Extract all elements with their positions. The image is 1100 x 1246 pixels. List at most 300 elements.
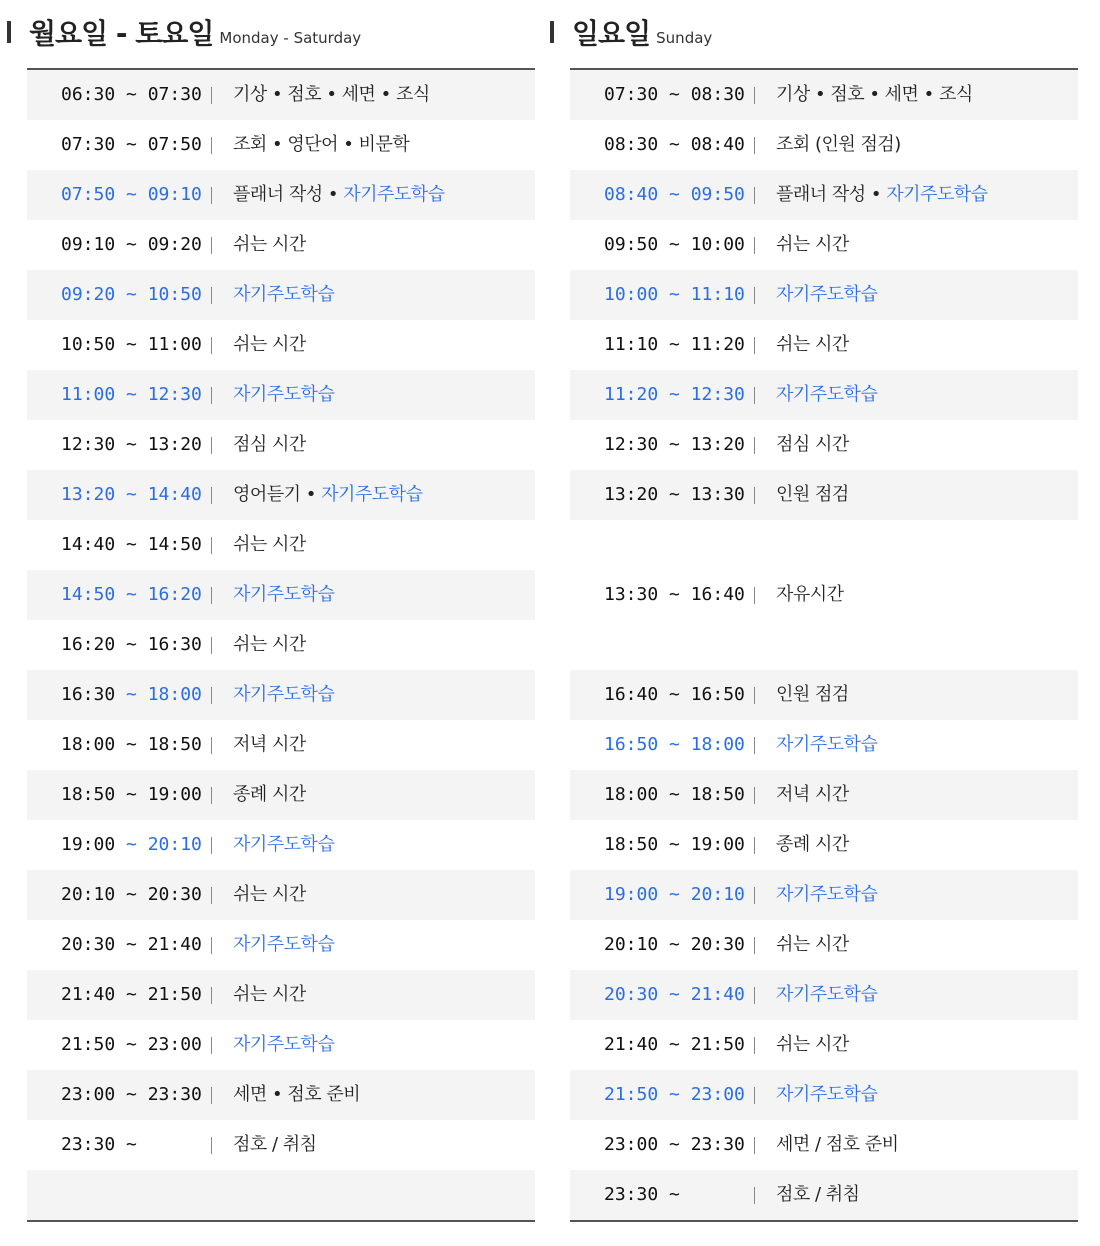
time-dash: ~ (115, 984, 148, 1005)
schedule-row (27, 770, 535, 820)
schedule-row (27, 1170, 535, 1220)
column-divider (211, 687, 212, 704)
time-range (61, 320, 202, 370)
time-range (61, 720, 202, 770)
sunday-title: 일요일 Sunday (572, 17, 713, 50)
schedule-row (27, 220, 535, 270)
time-dash: ~ (115, 434, 148, 455)
column-divider (211, 637, 212, 654)
column-divider (211, 587, 212, 604)
schedule-row (570, 820, 1078, 870)
time-range (61, 1020, 202, 1070)
time-dash: ~ (115, 684, 148, 705)
time-range (61, 1070, 202, 1120)
activity-text: 기상 • 점호 • 세면 • 조식 (776, 84, 973, 105)
time-range (604, 970, 745, 1020)
activity (233, 170, 445, 220)
activity (233, 670, 334, 720)
activity-highlight: 자기주도학습 (233, 1034, 335, 1055)
end-time: 07:30 (147, 84, 202, 105)
end-time: 08:40 (690, 134, 745, 155)
start-time: 12:30 (604, 434, 659, 455)
schedule-row (570, 720, 1078, 770)
weekday-schedule (27, 0, 535, 1222)
start-time: 14:40 (61, 534, 116, 555)
time-dash: ~ (115, 284, 148, 305)
column-divider (211, 537, 212, 554)
time-dash: ~ (658, 684, 691, 705)
column-divider (211, 887, 212, 904)
schedule-row (570, 70, 1078, 120)
end-time: 12:30 (147, 384, 202, 405)
activity (776, 1170, 860, 1220)
column-divider (754, 487, 755, 504)
end-time: 23:30 (690, 1134, 745, 1155)
activity (233, 120, 409, 170)
activity (776, 820, 849, 870)
end-time: 18:50 (690, 784, 745, 805)
time-range (61, 120, 202, 170)
activity-text: 쉬는 시간 (776, 334, 849, 355)
activity-highlight: 자기주도학습 (886, 184, 988, 205)
schedule-row (570, 270, 1078, 320)
end-time: 13:30 (690, 484, 745, 505)
activity-highlight: 자기주도학습 (233, 284, 335, 305)
time-dash: ~ (658, 384, 691, 405)
activity-highlight: 자기주도학습 (776, 734, 878, 755)
start-time: 23:00 (61, 1084, 116, 1105)
activity-text: 점심 시간 (233, 434, 306, 455)
column-divider (211, 737, 212, 754)
time-dash: ~ (658, 734, 691, 755)
activity (233, 270, 334, 320)
activity (233, 720, 306, 770)
time-dash: ~ (658, 834, 691, 855)
start-time: 20:30 (604, 984, 659, 1005)
start-time: 08:30 (604, 134, 659, 155)
schedule-row (27, 320, 535, 370)
end-time: 08:30 (690, 84, 745, 105)
time-range (604, 1170, 680, 1220)
time-range (604, 170, 745, 220)
end-time: 14:40 (147, 484, 202, 505)
activity-text: 쉬는 시간 (233, 334, 306, 355)
time-range (61, 520, 202, 570)
time-dash: ~ (658, 134, 691, 155)
activity-text: 쉬는 시간 (233, 234, 306, 255)
end-time: 11:20 (690, 334, 745, 355)
time-range (61, 170, 202, 220)
start-time: 07:30 (604, 84, 659, 105)
activity (233, 970, 306, 1020)
time-dash: ~ (658, 484, 691, 505)
time-dash: ~ (658, 1184, 680, 1205)
time-dash: ~ (658, 184, 691, 205)
schedule-row (27, 270, 535, 320)
end-time: 16:20 (147, 584, 202, 605)
end-time: 09:20 (147, 234, 202, 255)
schedule-row (570, 870, 1078, 920)
schedule-row (27, 520, 535, 570)
activity (776, 70, 973, 120)
time-dash: ~ (115, 784, 148, 805)
activity-highlight: 자기주도학습 (776, 884, 878, 905)
column-divider (754, 737, 755, 754)
time-dash: ~ (115, 1084, 148, 1105)
column-divider (754, 587, 755, 604)
start-time: 23:00 (604, 1134, 659, 1155)
time-dash: ~ (115, 834, 148, 855)
sunday-header (570, 0, 1078, 68)
activity-text: 쉬는 시간 (233, 634, 306, 655)
schedule-row (27, 920, 535, 970)
time-range (61, 970, 202, 1020)
schedule-row (27, 1120, 535, 1170)
activity-text: 저녁 시간 (776, 784, 849, 805)
activity-text: 점심 시간 (776, 434, 849, 455)
column-divider (754, 137, 755, 154)
time-dash: ~ (658, 334, 691, 355)
time-range (604, 120, 745, 170)
schedule-row (27, 670, 535, 720)
activity (776, 720, 877, 770)
end-time: 21:50 (147, 984, 202, 1005)
column-divider (211, 387, 212, 404)
table-bottom-rule (27, 1220, 535, 1222)
end-time: 20:10 (690, 884, 745, 905)
time-range (61, 370, 202, 420)
time-range (61, 220, 202, 270)
time-range (61, 620, 202, 670)
start-time: 09:20 (61, 284, 116, 305)
activity (776, 470, 849, 520)
start-time: 07:50 (61, 184, 116, 205)
column-divider (754, 987, 755, 1004)
column-divider (211, 287, 212, 304)
activity-text: 자유시간 (776, 584, 844, 605)
activity (233, 420, 306, 470)
schedule-row (27, 720, 535, 770)
time-dash: ~ (658, 434, 691, 455)
time-dash: ~ (658, 234, 691, 255)
column-divider (211, 987, 212, 1004)
end-time: 20:10 (147, 834, 202, 855)
end-time: 07:50 (147, 134, 202, 155)
end-time: 23:30 (147, 1084, 202, 1105)
end-time: 18:00 (690, 734, 745, 755)
end-time: 23:00 (690, 1084, 745, 1105)
column-divider (211, 787, 212, 804)
time-range (61, 270, 202, 320)
schedule-row (570, 170, 1078, 220)
time-dash: ~ (115, 484, 148, 505)
column-divider (211, 937, 212, 954)
column-divider (754, 1137, 755, 1154)
time-range (604, 770, 745, 820)
column-divider (754, 87, 755, 104)
end-time: 19:00 (147, 784, 202, 805)
time-range (604, 220, 745, 270)
column-divider (211, 487, 212, 504)
end-time: 18:50 (147, 734, 202, 755)
activity-text: 종례 시간 (233, 784, 306, 805)
time-range (61, 870, 202, 920)
activity-text: 세면 / 점호 준비 (776, 1134, 899, 1155)
time-dash: ~ (658, 884, 691, 905)
time-range (604, 470, 745, 520)
start-time: 19:00 (61, 834, 116, 855)
start-time: 10:00 (604, 284, 659, 305)
activity (776, 870, 877, 920)
time-dash: ~ (658, 1134, 691, 1155)
end-time: 13:20 (147, 434, 202, 455)
activity-text: 플래너 작성 • (776, 184, 887, 205)
start-time: 18:00 (61, 734, 116, 755)
activity-highlight: 자기주도학습 (233, 584, 335, 605)
column-divider (211, 87, 212, 104)
activity-text: 기상 • 점호 • 세면 • 조식 (233, 84, 430, 105)
time-dash: ~ (658, 584, 691, 605)
schedule-row (570, 120, 1078, 170)
time-dash: ~ (658, 284, 691, 305)
end-time: 16:50 (690, 684, 745, 705)
end-time: 19:00 (690, 834, 745, 855)
activity (233, 870, 306, 920)
activity-text: 점호 / 취침 (776, 1184, 860, 1205)
time-range (61, 920, 202, 970)
schedule-row (27, 620, 535, 670)
start-time: 11:10 (604, 334, 659, 355)
column-divider (754, 1087, 755, 1104)
start-time: 16:20 (61, 634, 116, 655)
end-time: 21:40 (690, 984, 745, 1005)
time-range (61, 570, 202, 620)
start-time: 18:50 (61, 784, 116, 805)
time-dash: ~ (115, 134, 148, 155)
schedule-row (27, 970, 535, 1020)
time-range (604, 70, 745, 120)
table-bottom-rule (570, 1220, 1078, 1222)
activity-highlight: 자기주도학습 (233, 684, 335, 705)
activity-highlight: 자기주도학습 (776, 984, 878, 1005)
start-time: 16:50 (604, 734, 659, 755)
activity (776, 170, 988, 220)
time-dash: ~ (115, 1034, 148, 1055)
column-divider (211, 1137, 212, 1154)
activity-text: 쉬는 시간 (233, 534, 306, 555)
activity-text: 인원 점검 (776, 684, 849, 705)
time-dash: ~ (658, 1084, 691, 1105)
start-time: 23:30 (604, 1184, 659, 1205)
schedule-row (27, 870, 535, 920)
schedule-row (27, 420, 535, 470)
column-divider (754, 937, 755, 954)
time-dash: ~ (658, 1034, 691, 1055)
activity-text: 조회 • 영단어 • 비문학 (233, 134, 410, 155)
time-dash: ~ (115, 584, 148, 605)
schedule-row (570, 470, 1078, 520)
activity-highlight: 자기주도학습 (233, 834, 335, 855)
start-time: 06:30 (61, 84, 116, 105)
activity-text: 쉬는 시간 (776, 1034, 849, 1055)
start-time: 12:30 (61, 434, 116, 455)
activity (233, 570, 334, 620)
header-bar-marker (550, 21, 554, 43)
time-dash: ~ (115, 884, 148, 905)
activity-highlight: 자기주도학습 (776, 284, 878, 305)
activity (776, 1120, 899, 1170)
time-dash: ~ (115, 1134, 137, 1155)
activity-text: 세면 • 점호 준비 (233, 1084, 361, 1105)
end-time: 11:00 (147, 334, 202, 355)
column-divider (211, 137, 212, 154)
start-time: 23:30 (61, 1134, 116, 1155)
schedule-row (570, 1070, 1078, 1120)
time-dash: ~ (658, 984, 691, 1005)
column-divider (211, 337, 212, 354)
column-divider (754, 237, 755, 254)
activity (776, 520, 844, 670)
activity (233, 1070, 360, 1120)
activity-highlight: 자기주도학습 (343, 184, 445, 205)
schedule-row (27, 1070, 535, 1120)
schedule-row (27, 70, 535, 120)
weekday-rows (27, 70, 535, 1220)
activity (233, 1020, 334, 1070)
column-divider (754, 187, 755, 204)
activity (233, 520, 306, 570)
schedule-row (27, 570, 535, 620)
activity (233, 620, 306, 670)
activity (776, 320, 849, 370)
end-time: 18:00 (147, 684, 202, 705)
activity-text: 영어듣기 • (233, 484, 322, 505)
activity (233, 470, 422, 520)
start-time: 13:20 (61, 484, 116, 505)
column-divider (211, 837, 212, 854)
time-dash: ~ (115, 634, 148, 655)
time-range (604, 1120, 745, 1170)
activity (233, 1120, 317, 1170)
column-divider (211, 1087, 212, 1104)
time-range (604, 920, 745, 970)
activity (776, 770, 849, 820)
weekday-subtitle: Monday - Saturday (219, 29, 362, 47)
start-time: 16:30 (61, 684, 116, 705)
schedule-row (570, 970, 1078, 1020)
start-time: 16:40 (604, 684, 659, 705)
schedule-row (570, 1120, 1078, 1170)
column-divider (754, 687, 755, 704)
end-time: 21:40 (147, 934, 202, 955)
column-divider (754, 437, 755, 454)
activity (776, 920, 849, 970)
start-time: 13:20 (604, 484, 659, 505)
column-divider (754, 287, 755, 304)
time-range (61, 420, 202, 470)
column-divider (211, 187, 212, 204)
time-dash: ~ (115, 84, 148, 105)
activity-highlight: 자기주도학습 (321, 484, 423, 505)
time-dash: ~ (115, 534, 148, 555)
end-time: 21:50 (690, 1034, 745, 1055)
time-dash: ~ (115, 934, 148, 955)
activity (776, 220, 849, 270)
time-range (604, 670, 745, 720)
time-range (61, 770, 202, 820)
start-time: 09:50 (604, 234, 659, 255)
activity (776, 970, 877, 1020)
activity-text: 점호 / 취침 (233, 1134, 317, 1155)
activity-text: 인원 점검 (776, 484, 849, 505)
time-range (604, 870, 745, 920)
column-divider (211, 237, 212, 254)
activity (776, 120, 901, 170)
start-time: 10:50 (61, 334, 116, 355)
header-bar-marker (7, 21, 11, 43)
activity-highlight: 자기주도학습 (233, 934, 335, 955)
end-time: 10:50 (147, 284, 202, 305)
schedule-row (570, 420, 1078, 470)
activity (233, 820, 334, 870)
activity-text: 쉬는 시간 (776, 934, 849, 955)
time-range (604, 370, 745, 420)
start-time: 18:50 (604, 834, 659, 855)
start-time: 18:00 (604, 784, 659, 805)
time-dash: ~ (658, 934, 691, 955)
column-divider (754, 837, 755, 854)
schedule-row (27, 370, 535, 420)
start-time: 13:30 (604, 584, 659, 605)
end-time: 20:30 (147, 884, 202, 905)
sunday-subtitle: Sunday (656, 29, 713, 47)
end-time: 09:50 (690, 184, 745, 205)
activity (776, 370, 877, 420)
start-time: 21:40 (604, 1034, 659, 1055)
start-time: 08:40 (604, 184, 659, 205)
end-time: 10:00 (690, 234, 745, 255)
start-time: 20:30 (61, 934, 116, 955)
start-time: 14:50 (61, 584, 116, 605)
end-time: 16:40 (690, 584, 745, 605)
schedule-row (570, 520, 1078, 670)
activity-text: 쉬는 시간 (233, 984, 306, 1005)
start-time: 20:10 (604, 934, 659, 955)
schedule-row (27, 120, 535, 170)
time-dash: ~ (658, 84, 691, 105)
activity-text: 저녁 시간 (233, 734, 306, 755)
start-time: 19:00 (604, 884, 659, 905)
activity-text: 쉬는 시간 (233, 884, 306, 905)
time-range (604, 720, 745, 770)
start-time: 21:50 (61, 1034, 116, 1055)
time-range (604, 270, 745, 320)
schedule-row (570, 670, 1078, 720)
activity (776, 420, 849, 470)
schedule-row (570, 320, 1078, 370)
time-range (604, 520, 745, 670)
start-time: 21:40 (61, 984, 116, 1005)
weekday-header (27, 0, 535, 68)
time-dash: ~ (115, 334, 148, 355)
time-range (604, 1070, 745, 1120)
time-range (604, 820, 745, 870)
time-dash: ~ (658, 784, 691, 805)
schedule-row (570, 370, 1078, 420)
end-time: 23:00 (147, 1034, 202, 1055)
sunday-schedule (570, 0, 1078, 1222)
activity-text: 종례 시간 (776, 834, 849, 855)
